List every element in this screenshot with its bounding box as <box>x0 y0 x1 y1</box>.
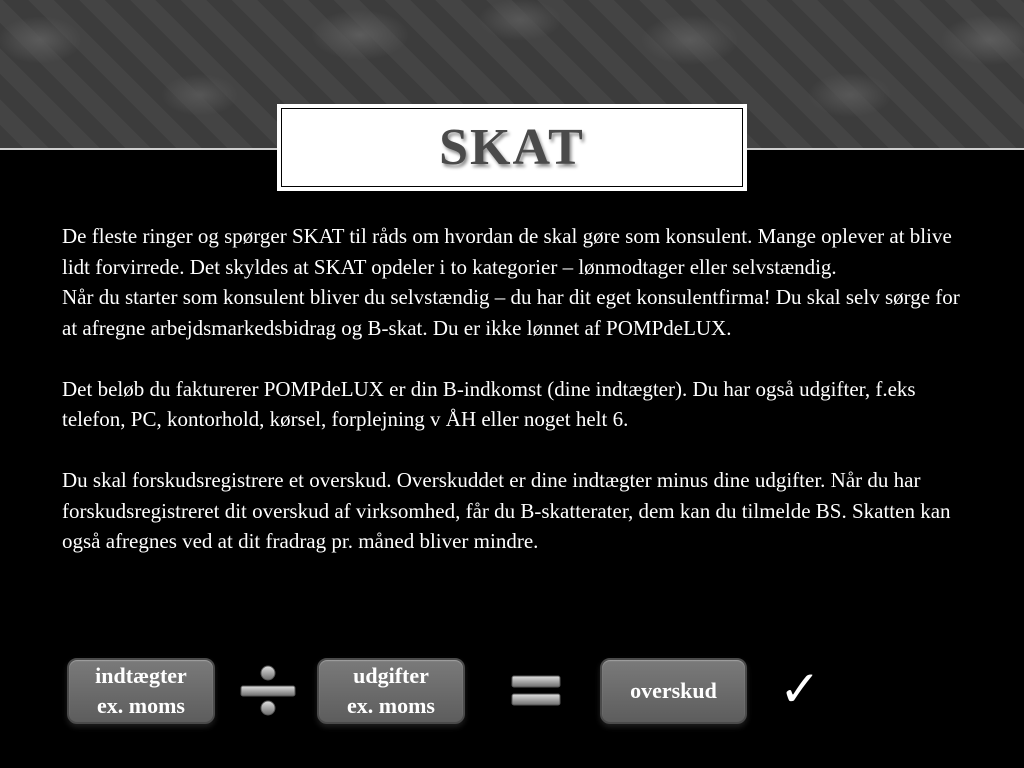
surplus-label: overskud <box>630 678 717 703</box>
expenses-line-1: udgifter <box>353 663 429 688</box>
slide-title: SKAT <box>439 118 585 176</box>
body-text <box>62 221 972 557</box>
paragraph-1: De fleste ringer og spørger SKAT til råds om hvordan de skal gøre som konsulent. Mange oplever at blive lidt forvirrede. Det skyldes at SKAT opdeler i to kategorier – lønmodtager eller selvstændig. <box>62 224 952 279</box>
paragraph-2: Når du starter som konsulent bliver du selvstændig – du har dit eget konsulentfirma! Du skal selv sørge for at afregne arbejdsmarkedsbidrag og B-skat. Du er ikke lønnet af POMPdeLUX. <box>62 285 960 340</box>
expenses-line-2: ex. moms <box>347 693 435 718</box>
equals-icon <box>510 672 562 710</box>
paragraph-3: Det beløb du fakturerer POMPdeLUX er din B-indkomst (dine indtægter). Du har også udgifter, f.eks telefon, PC, kontorhold, kørsel, forplejning v ÅH eller noget helt 6. <box>62 376 916 431</box>
income-line-2: ex. moms <box>97 693 185 718</box>
expenses-box <box>317 658 465 724</box>
divide-icon <box>238 665 298 717</box>
surplus-box <box>600 658 747 724</box>
title-box <box>277 104 747 191</box>
income-box <box>67 658 215 724</box>
checkmark-icon: ✓ <box>779 660 821 718</box>
paragraph-4: Du skal forskudsregistrere et overskud. Overskuddet er dine indtægter minus dine udgifter. Når du har forskudsregistreret dit overskud af virksomhed, får du B-skatterater, dem kan du tilmelde BS. Skatten kan også afregnes ved at dit fradrag pr. måned bliver mindre. <box>62 468 951 553</box>
income-line-1: indtægter <box>95 663 187 688</box>
